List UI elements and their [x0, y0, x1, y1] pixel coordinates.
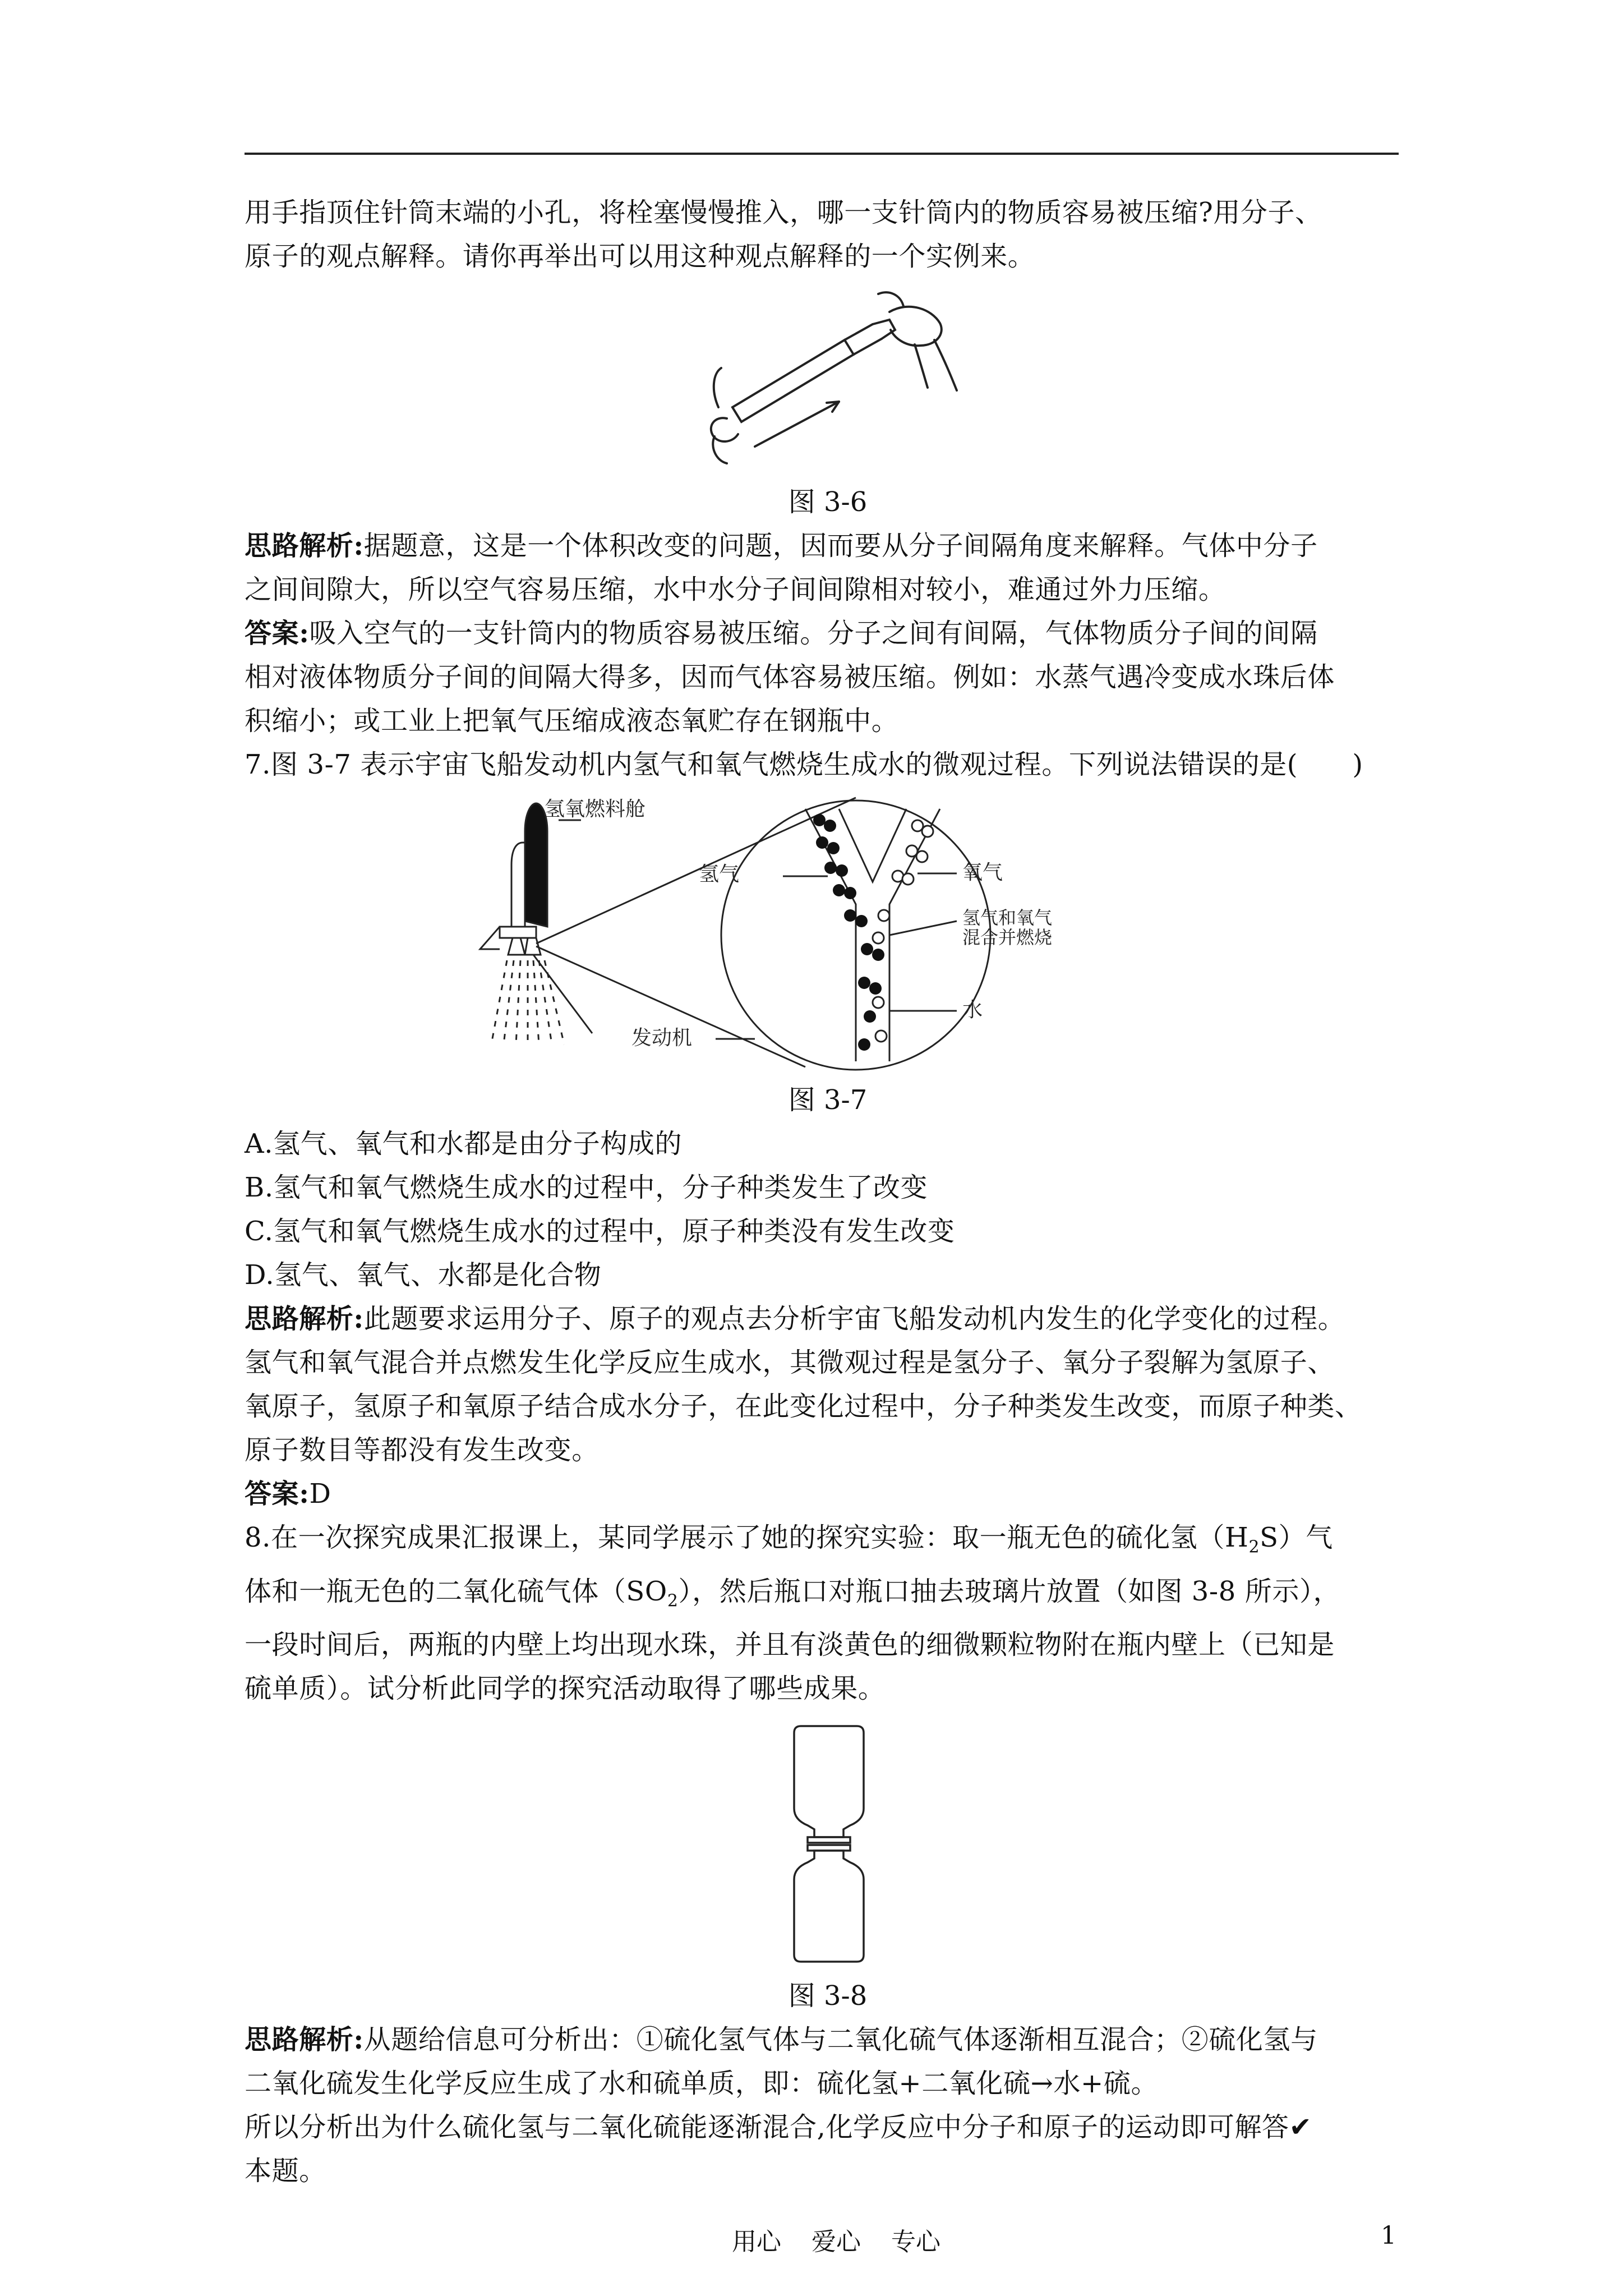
answer-label: 答案: [245, 618, 310, 649]
label-oxygen: 氧气 [962, 861, 1003, 884]
q6-answer-line-3: 积缩小；或工业上把氧气压缩成液态氧贮存在钢瓶中。 [245, 705, 899, 737]
two-bottles-illustration [245, 1710, 1411, 1974]
q6-line-2: 原子的观点解释。请你再举出可以用这种观点解释的一个实例来。 [245, 241, 1035, 272]
q8-line-2-sub: 2 [667, 1591, 679, 1611]
q7-question: 7.图 3-7 表示宇宙飞船发动机内氢气和氧气燃烧生成水的微观过程。下列说法错误的是( ) [245, 749, 1363, 780]
analysis-label: 思路解析: [245, 2024, 364, 2056]
label-water: 水 [962, 999, 983, 1022]
q8-analysis-line-1 [245, 2018, 1411, 2062]
q7-analysis-line-4: 原子数目等都没有发生改变。 [245, 1434, 599, 1466]
q7-answer [245, 1472, 1411, 1516]
q8-analysis-line-4: 本题。 [245, 2155, 326, 2187]
spacecraft-engine-diagram [245, 786, 1411, 1078]
q7-option-b: B.氢气和氧气燃烧生成水的过程中，分子种类发生了改变 [245, 1172, 928, 1203]
q8-line-1-b: S）气 [1260, 1522, 1333, 1553]
q8-line-4: 硫单质）。试分析此同学的探究活动取得了哪些成果。 [245, 1673, 886, 1705]
analysis-label: 思路解析: [245, 530, 364, 562]
q6-line-1: 用手指顶住针筒末端的小孔，将栓塞慢慢推入，哪一支针筒内的物质容易被压缩?用分子、 [245, 197, 1322, 228]
figure-3-7-caption: 图 3-7 [788, 1084, 868, 1116]
label-hydrogen: 氢气 [699, 863, 740, 886]
figure-3-6-caption: 图 3-6 [788, 486, 868, 518]
q7-option-a: A.氢气、氧气和水都是由分子构成的 [245, 1128, 683, 1159]
q8-line-2 [245, 1570, 1411, 1623]
q6-answer-text-1: 吸入空气的一支针筒内的物质容易被压缩。分子之间有间隔，气体物质分子间的间隔 [309, 618, 1318, 649]
q8-line-2-a: 体和一瓶无色的二氧化硫气体（SO [245, 1575, 667, 1607]
q8-line-1-a: 8.在一次探究成果汇报课上，某同学展示了她的探究实验：取一瓶无色的硫化氢（H [245, 1522, 1249, 1553]
figure-3-8 [245, 1710, 1411, 1974]
figure-3-8-caption: 图 3-8 [788, 1980, 868, 2012]
content [245, 191, 1411, 2193]
q8-line-2-b: ），然后瓶口对瓶口抽去玻璃片放置（如图 3-8 所示）， [678, 1575, 1341, 1607]
q7-analysis-line-2: 氢气和氧气混合并点燃发生化学反应生成水，其微观过程是氢分子、氧分子裂解为氢原子、 [245, 1347, 1335, 1378]
footer-motto: 用心 爱心 专心 [732, 2228, 940, 2256]
header-rule [245, 153, 1399, 155]
q8-analysis-line-3: 所以分析出为什么硫化氢与二氧化硫能逐渐混合,化学反应中分子和原子的运动即可解答✔ [245, 2111, 1312, 2143]
q7-analysis-text-1: 此题要求运用分子、原子的观点去分析宇宙飞船发动机内发生的化学变化的过程。 [363, 1303, 1345, 1335]
label-mix-line-2: 混合并燃烧 [962, 927, 1053, 948]
label-mix-line-1: 氢气和氧气 [962, 907, 1053, 928]
q8-line-1 [245, 1516, 1411, 1570]
q6-answer-line-1 [245, 611, 1411, 655]
analysis-label: 思路解析: [245, 1303, 364, 1335]
q7-option-d: D.氢气、氧气、水都是化合物 [245, 1259, 602, 1291]
q6-answer-line-2: 相对液体物质分子间的间隔大得多，因而气体容易被压缩。例如：水蒸气遇冷变成水珠后体 [245, 661, 1335, 693]
q7-option-c: C.氢气和氧气燃烧生成水的过程中，原子种类没有发生改变 [245, 1216, 955, 1247]
page-number: 1 [1381, 2221, 1396, 2250]
q6-analysis-line-1 [245, 524, 1411, 568]
q8-analysis-text-1: 从题给信息可分析出：①硫化氢气体与二氧化硫气体逐渐相互混合；②硫化氢与 [363, 2024, 1318, 2056]
syringe-illustration [245, 278, 1411, 480]
q6-analysis-line-2: 之间间隙大，所以空气容易压缩，水中水分子间间隙相对较小，难通过外力压缩。 [245, 574, 1226, 605]
q7-analysis-line-3: 氧原子，氢原子和氧原子结合成水分子，在此变化过程中，分子种类发生改变，而原子种类、 [245, 1391, 1362, 1422]
q7-analysis-line-1 [245, 1297, 1411, 1341]
q7-answer-value: D [309, 1478, 331, 1510]
label-fuel-cabin: 氢氧燃料舱 [545, 798, 646, 821]
q8-analysis-line-2: 二氧化硫发生化学反应生成了水和硫单质，即：硫化氢+二氧化硫→水+硫。 [245, 2068, 1159, 2100]
answer-label: 答案: [245, 1478, 310, 1510]
q8-line-1-sub: 2 [1248, 1537, 1260, 1557]
label-engine: 发动机 [631, 1027, 693, 1050]
figure-3-7 [245, 786, 1411, 1078]
q8-line-3: 一段时间后，两瓶的内壁上均出现水珠，并且有淡黄色的细微颗粒物附在瓶内壁上（已知是 [245, 1629, 1335, 1661]
figure-3-6 [245, 278, 1411, 480]
q6-analysis-text-1: 据题意，这是一个体积改变的问题，因而要从分子间隔角度来解释。气体中分子 [363, 530, 1318, 562]
